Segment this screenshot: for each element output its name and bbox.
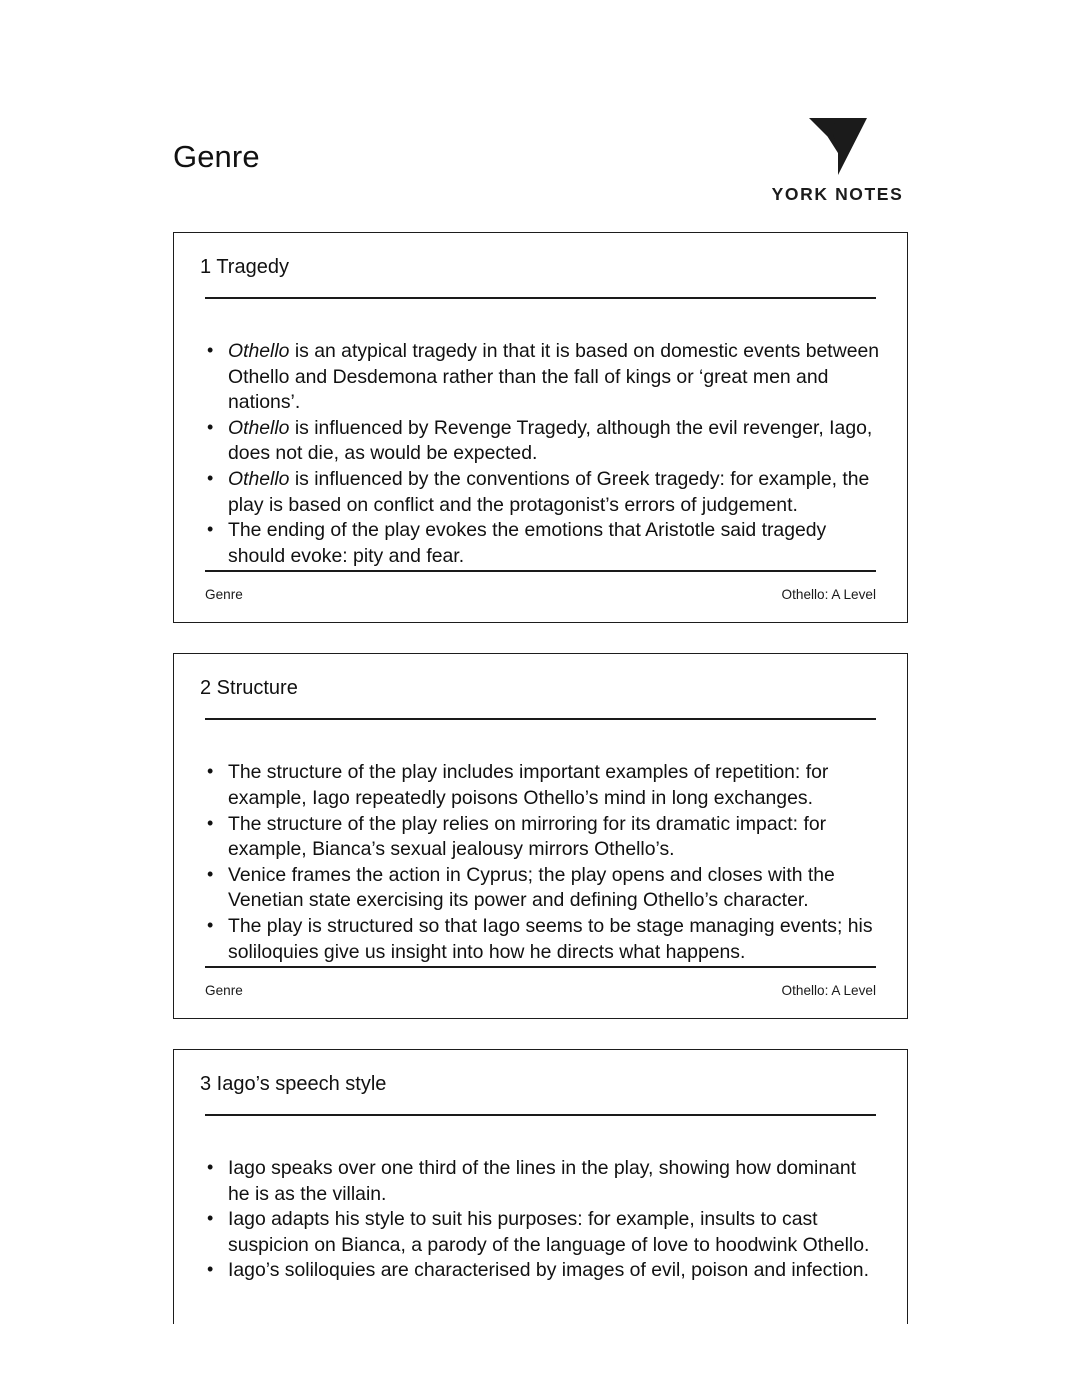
bullet-item xyxy=(200,760,881,811)
bullet-text: Iago’s soliloquies are characterised by images of evil, poison and infection. xyxy=(228,1259,869,1282)
page-header xyxy=(0,0,1080,225)
bullet-text: Iago adapts his style to suit his purposes: for example, insults to cast suspicion on Bianca, a parody of the language of love to hoodwink Othello. xyxy=(228,1208,870,1256)
card-footer-topic: Genre xyxy=(205,983,243,999)
bullet-text: is an atypical tragedy in that it is based on domestic events between Othello and Desdemona rather than the fall of kings or ‘great men and nations’. xyxy=(228,340,880,414)
card-footer-topic: Genre xyxy=(205,587,243,603)
card-footer-course: Othello: A Level xyxy=(781,587,876,603)
card-footer-course: Othello: A Level xyxy=(781,983,876,999)
york-notes-y-logo-icon xyxy=(807,116,869,176)
bullet-italic-lead: Othello xyxy=(228,340,290,362)
bullet-italic-lead: Othello xyxy=(228,467,290,490)
bullet-text: is influenced by Revenge Tragedy, although the evil revenger, Iago, does not die, as would be expected. xyxy=(228,416,873,465)
card-footer xyxy=(174,572,907,622)
bullet-text: The structure of the play includes important examples of repetition: for example, Iago repeatedly poisons Othello’s mind in long exchanges. xyxy=(228,761,829,809)
card-body xyxy=(174,720,907,965)
card-header xyxy=(174,233,907,299)
card-title: 1 Tragedy xyxy=(200,256,289,278)
revision-card xyxy=(173,1049,908,1324)
bullet-item xyxy=(200,467,881,518)
card-title: 3 Iago’s speech style xyxy=(200,1073,387,1096)
card-header xyxy=(174,1050,907,1116)
card-header xyxy=(174,654,907,720)
bullet-text: The play is structured so that Iago seems to be stage managing events; his soliloquies give us insight into how he directs what happens. xyxy=(228,914,873,963)
bullet-item xyxy=(200,518,881,569)
bullet-text: is influenced by the conventions of Greek tragedy: for example, the play is based on conflict and the protagonist’s errors of judgement. xyxy=(228,467,870,516)
card-title: 2 Structure xyxy=(200,677,298,700)
card-body xyxy=(174,1116,907,1284)
revision-cards-list xyxy=(173,232,908,1324)
brand-wordmark: YORK NOTES xyxy=(771,184,904,204)
bullet-item xyxy=(200,812,881,863)
bullet-italic-lead: Othello xyxy=(228,416,290,439)
card-body xyxy=(174,299,907,569)
revision-card xyxy=(173,232,908,623)
bullet-list xyxy=(200,339,881,569)
bullet-text: Venice frames the action in Cyprus; the play opens and closes with the Venetian state exercising its power and defining Othello’s character. xyxy=(228,863,835,912)
bullet-item xyxy=(200,863,881,914)
bullet-list xyxy=(200,760,881,965)
bullet-item xyxy=(200,1156,881,1207)
bullet-item xyxy=(200,416,881,467)
bullet-item xyxy=(200,914,881,965)
bullet-item xyxy=(200,1258,881,1284)
card-footer xyxy=(174,968,907,1018)
bullet-text: Iago speaks over one third of the lines in the play, showing how dominant he is as the villain. xyxy=(228,1157,857,1205)
bullet-text: The ending of the play evokes the emotions that Aristotle said tragedy should evoke: pity and fear. xyxy=(228,519,827,567)
bullet-item xyxy=(200,1207,881,1258)
brand-logo xyxy=(765,116,910,205)
bullet-item xyxy=(200,339,881,416)
page-title: Genre xyxy=(173,139,260,174)
bullet-list xyxy=(200,1156,881,1284)
revision-card xyxy=(173,653,908,1019)
bullet-text: The structure of the play relies on mirroring for its dramatic impact: for example, Bianca’s sexual jealousy mirrors Othello’s. xyxy=(228,812,827,861)
